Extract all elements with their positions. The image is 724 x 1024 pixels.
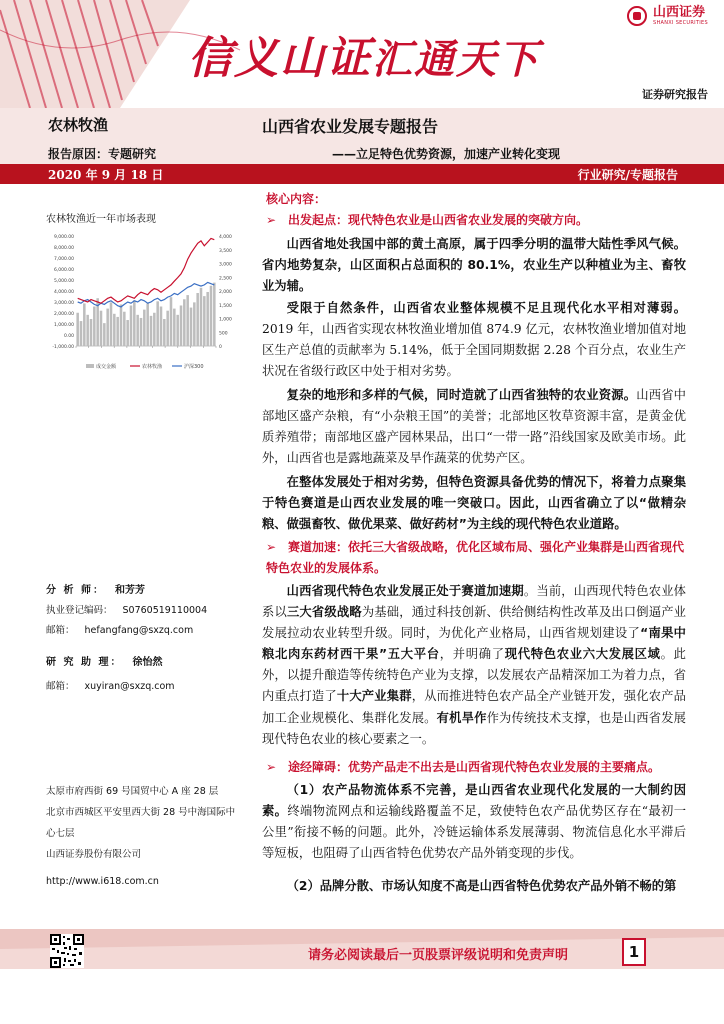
left-axis-tick: 6,000.00 bbox=[53, 268, 74, 273]
slogan-part2: 汇通天下 bbox=[372, 36, 540, 83]
left-axis-tick: 3,000.00 bbox=[53, 301, 74, 306]
logo-en: SHANXI SECURITIES bbox=[653, 20, 708, 26]
chart-title: 农林牧渔近一年市场表现 bbox=[46, 214, 156, 225]
analyst-block bbox=[46, 581, 207, 697]
volume-bar bbox=[210, 286, 213, 346]
right-axis-tick: 3,000 bbox=[219, 262, 232, 268]
volume-bar bbox=[116, 317, 119, 346]
doc-type: 证券研究报告 bbox=[642, 88, 708, 101]
volume-bar bbox=[146, 303, 149, 346]
paragraph-logistics-body: 终端物流网点和运输线路覆盖不足，致使特色农产品优势区存在“最初一公里”衔接不畅的问题。此外，冷链运输体系发展薄弱、物流信息化水平滞后等短板，也阻碍了山西省特色优势农产品外销变现的步伐。 bbox=[262, 804, 686, 861]
volume-bar bbox=[206, 292, 209, 346]
volume-bar bbox=[113, 314, 116, 346]
strategy-text-2: 为基础，通过科技创新、供给侧结构性改革及出口倒逼产业发展拉动农业转型升级。同时，为优化产业格局，山西省规划建设了 bbox=[262, 605, 686, 641]
volume-bar bbox=[186, 295, 189, 346]
address-block bbox=[46, 781, 242, 892]
volume-bar bbox=[150, 316, 153, 346]
paragraph-strategy bbox=[262, 581, 686, 750]
paragraph-resources-body: 山西省中部地区盛产杂粮，有“小杂粮王国”的美誉；北部地区牧草资源丰富，是黄金优质养殖带；南部地区盛产园林果品，出口“一带一路”沿线国家及欧美市场。此外，山西省也是露地蔬菜及旱作蔬菜的优势产区。 bbox=[262, 388, 686, 466]
industry-label: 农林牧渔 bbox=[48, 116, 109, 134]
report-title: 山西省农业发展专题报告 bbox=[262, 117, 439, 136]
volume-bar bbox=[183, 299, 186, 346]
volume-bar bbox=[190, 308, 193, 346]
slogan bbox=[188, 22, 540, 86]
paragraph-scale-lead: 受限于自然条件，山西省农业整体规模不足且现代化水平相对薄弱。 bbox=[286, 301, 686, 315]
volume-bar bbox=[130, 305, 133, 346]
left-axis-tick: 9,000.00 bbox=[53, 235, 74, 240]
volume-bar bbox=[136, 315, 139, 346]
volume-bar bbox=[176, 315, 179, 346]
arrow-icon: ➢ bbox=[266, 540, 277, 554]
core-content-label: 核心内容： bbox=[266, 192, 327, 206]
left-axis-tick: 4,000.00 bbox=[53, 290, 74, 295]
volume-bar bbox=[110, 302, 113, 346]
paragraph-branding: （2）品牌分散、市场认知度不高是山西省特色优势农产品外销不畅的第 bbox=[286, 879, 677, 893]
report-reason: 报告原因：专题研究 bbox=[48, 147, 157, 161]
volume-bar bbox=[80, 321, 83, 346]
address-taiyuan: 太原市府西街 69 号国贸中心 A 座 28 层 bbox=[46, 786, 219, 797]
arrow-icon: ➢ bbox=[266, 213, 277, 227]
address-beijing: 北京市西城区平安里西大街 28 号中海国际中心七层 bbox=[46, 807, 236, 839]
license-number: S0760519110004 bbox=[122, 605, 208, 617]
strategy-bold-4: 现代特色农业六大发展区域 bbox=[504, 647, 661, 662]
paragraph-logistics bbox=[262, 780, 686, 864]
bullet-starting-point bbox=[266, 210, 686, 231]
volume-bar bbox=[90, 319, 93, 346]
analyst-email-label: 邮箱： bbox=[46, 625, 75, 637]
right-axis-tick: 2,000 bbox=[219, 290, 232, 295]
volume-bar bbox=[196, 293, 199, 346]
strategy-text-6: 作为传统技术支撑，也是山西省发展现代特色农业的核心要素之一。 bbox=[262, 710, 686, 746]
strategy-text-4: 。此外，以提升酿造等传统特色产业为支撑，以发展农产品精深加工为着力点，省内重点打造了 bbox=[262, 647, 686, 704]
analyst-label: 分 析 师： bbox=[46, 585, 105, 596]
volume-bar bbox=[93, 307, 96, 346]
assistant-email[interactable]: xuyiran@sxzq.com bbox=[84, 681, 175, 693]
paragraph-scale-body: 2019 年，山西省实现农林牧渔业增加值 874.9 亿元，农林牧渔业增加值对地区生产总值的贡献率为 5.14%，低于全国同期数据 2.28 个百分点，农业生产状况在省级行政区中处于相对劣势。 bbox=[262, 322, 686, 379]
volume-bar bbox=[153, 313, 156, 346]
volume-bar bbox=[100, 311, 103, 346]
assistant-label: 研 究 助 理： bbox=[46, 657, 123, 668]
volume-bar bbox=[106, 309, 109, 346]
right-axis-tick: 3,500 bbox=[219, 248, 232, 254]
strategy-text-1: 。当前，山西现代特色农业体系以 bbox=[262, 584, 686, 620]
right-axis-tick: 0 bbox=[219, 345, 222, 350]
right-axis-tick: 1,500 bbox=[219, 303, 232, 309]
paragraph-breakthrough: 在整体发展处于相对劣势，但特色资源具备优势的情况下，将着力点聚集于特色赛道是山西农业发展的唯一突破口。因此，山西省确立了以“做精杂粮、做强畜牧、做优果菜、做好药材”为主线的现代特色农业道路。 bbox=[262, 475, 686, 532]
left-axis-tick: 8,000.00 bbox=[53, 246, 74, 251]
company-logo bbox=[627, 6, 708, 26]
arrow-icon: ➢ bbox=[266, 760, 277, 774]
paragraph-resources bbox=[262, 385, 686, 469]
logo-cn: 山西证券 bbox=[653, 5, 706, 20]
slogan-part1: 信义山证 bbox=[188, 33, 372, 84]
right-axis-tick: 2,500 bbox=[219, 276, 232, 282]
report-date: 2020 年 9 月 18 日 bbox=[48, 168, 164, 182]
volume-bar bbox=[143, 310, 146, 346]
bullet-text: 途经障碍：优势产品走不出去是山西省现代特色农业发展的主要痛点。 bbox=[288, 760, 661, 774]
volume-bar bbox=[173, 309, 176, 346]
volume-bar bbox=[163, 319, 166, 346]
analyst-name: 和芳芳 bbox=[114, 585, 145, 596]
report-type: 行业研究/专题报告 bbox=[577, 168, 678, 182]
volume-bar bbox=[103, 323, 106, 346]
volume-bar bbox=[86, 315, 89, 346]
volume-bar bbox=[123, 312, 126, 346]
license-label: 执业登记编码： bbox=[46, 605, 113, 617]
volume-bar bbox=[126, 320, 129, 346]
market-chart bbox=[46, 228, 244, 384]
assistant-name: 徐怡然 bbox=[132, 657, 163, 668]
bullet-text: 出发起点：现代特色农业是山西省农业发展的突破方向。 bbox=[288, 213, 589, 227]
volume-bar bbox=[213, 283, 216, 346]
paragraph-logistics-lead: （1）农产品物流体系不完善，是山西省农业现代化发展的一大制约因素。 bbox=[262, 783, 686, 819]
bullet-text: 赛道加速：依托三大省级战略，优化区域布局、强化产业集群是山西省现代特色农业的发展体系。 bbox=[266, 540, 685, 575]
bullet-acceleration bbox=[266, 537, 686, 579]
date-bar bbox=[0, 164, 724, 184]
legend-label: 农林牧渔 bbox=[142, 364, 163, 370]
right-axis-tick: 1,000 bbox=[219, 317, 232, 323]
left-axis-tick: 2,000.00 bbox=[53, 312, 74, 317]
volume-bar bbox=[166, 311, 169, 346]
volume-bar bbox=[133, 300, 136, 346]
volume-bar bbox=[170, 297, 173, 346]
volume-bar bbox=[83, 303, 86, 346]
volume-bar bbox=[203, 296, 206, 346]
strategy-bold-2: 三大省级战略 bbox=[286, 605, 362, 620]
volume-bar bbox=[76, 313, 79, 346]
legend-label: 成交金额 bbox=[96, 364, 117, 370]
series-industry bbox=[78, 238, 215, 303]
volume-bar bbox=[160, 307, 163, 346]
legend-swatch-volume bbox=[86, 364, 94, 368]
assistant-email-label: 邮箱： bbox=[46, 681, 75, 693]
left-axis-tick: 5,000.00 bbox=[53, 279, 74, 284]
report-subtitle: ——立足特色优势资源，加速产业转化变现 bbox=[332, 147, 561, 161]
left-axis-tick: 1,000.00 bbox=[53, 323, 74, 328]
bullet-obstacles bbox=[266, 757, 686, 778]
disclaimer-text: 请务必阅读最后一页股票评级说明和免责声明 bbox=[308, 948, 569, 963]
header-band bbox=[0, 0, 724, 108]
analyst-email[interactable]: hefangfang@sxzq.com bbox=[84, 625, 194, 637]
volume-bar bbox=[200, 288, 203, 346]
strategy-text-3: ，并明确了 bbox=[439, 647, 505, 662]
volume-bar bbox=[180, 305, 183, 346]
strategy-bold-5: 十大产业集群 bbox=[336, 689, 412, 704]
qr-code[interactable] bbox=[50, 934, 84, 968]
legend-label: 沪深300 bbox=[184, 364, 204, 370]
company-website[interactable]: http://www.i618.com.cn bbox=[46, 876, 159, 887]
strategy-bold-6: 有机旱作 bbox=[436, 710, 487, 725]
page-number: 1 bbox=[622, 938, 646, 966]
paragraph-scale bbox=[262, 298, 686, 382]
strategy-lead: 山西省现代特色农业发展正处于赛道加速期 bbox=[286, 584, 524, 598]
strategy-text-5: ，从而推进特色农产品全产业链开发，强化农产品加工企业规模化、集群化发展。 bbox=[262, 689, 686, 725]
volume-bar bbox=[156, 301, 159, 346]
logo-icon bbox=[627, 6, 647, 26]
right-axis-tick: 4,000 bbox=[219, 235, 232, 240]
strategy-bold-3: “南果中粮北肉东药材西干果”五大平台 bbox=[262, 626, 686, 662]
left-axis-tick: -1,000.00 bbox=[52, 345, 74, 350]
volume-bar bbox=[140, 318, 143, 346]
paragraph-geography: 山西省地处我国中部的黄土高原，属于四季分明的温带大陆性季风气候。省内地势复杂，山区面积占总面积的 80.1%，农业生产以种植业为主、畜牧业为辅。 bbox=[262, 237, 686, 294]
left-axis-tick: 7,000.00 bbox=[53, 257, 74, 262]
paragraph-resources-lead: 复杂的地形和多样的气候，同时造就了山西省独特的农业资源。 bbox=[286, 388, 637, 402]
volume-bar bbox=[120, 304, 123, 346]
company-name: 山西证券股份有限公司 bbox=[46, 849, 142, 860]
right-axis-tick: 500 bbox=[219, 331, 228, 337]
volume-bar bbox=[193, 302, 196, 346]
left-axis-tick: 0.00 bbox=[63, 334, 74, 339]
